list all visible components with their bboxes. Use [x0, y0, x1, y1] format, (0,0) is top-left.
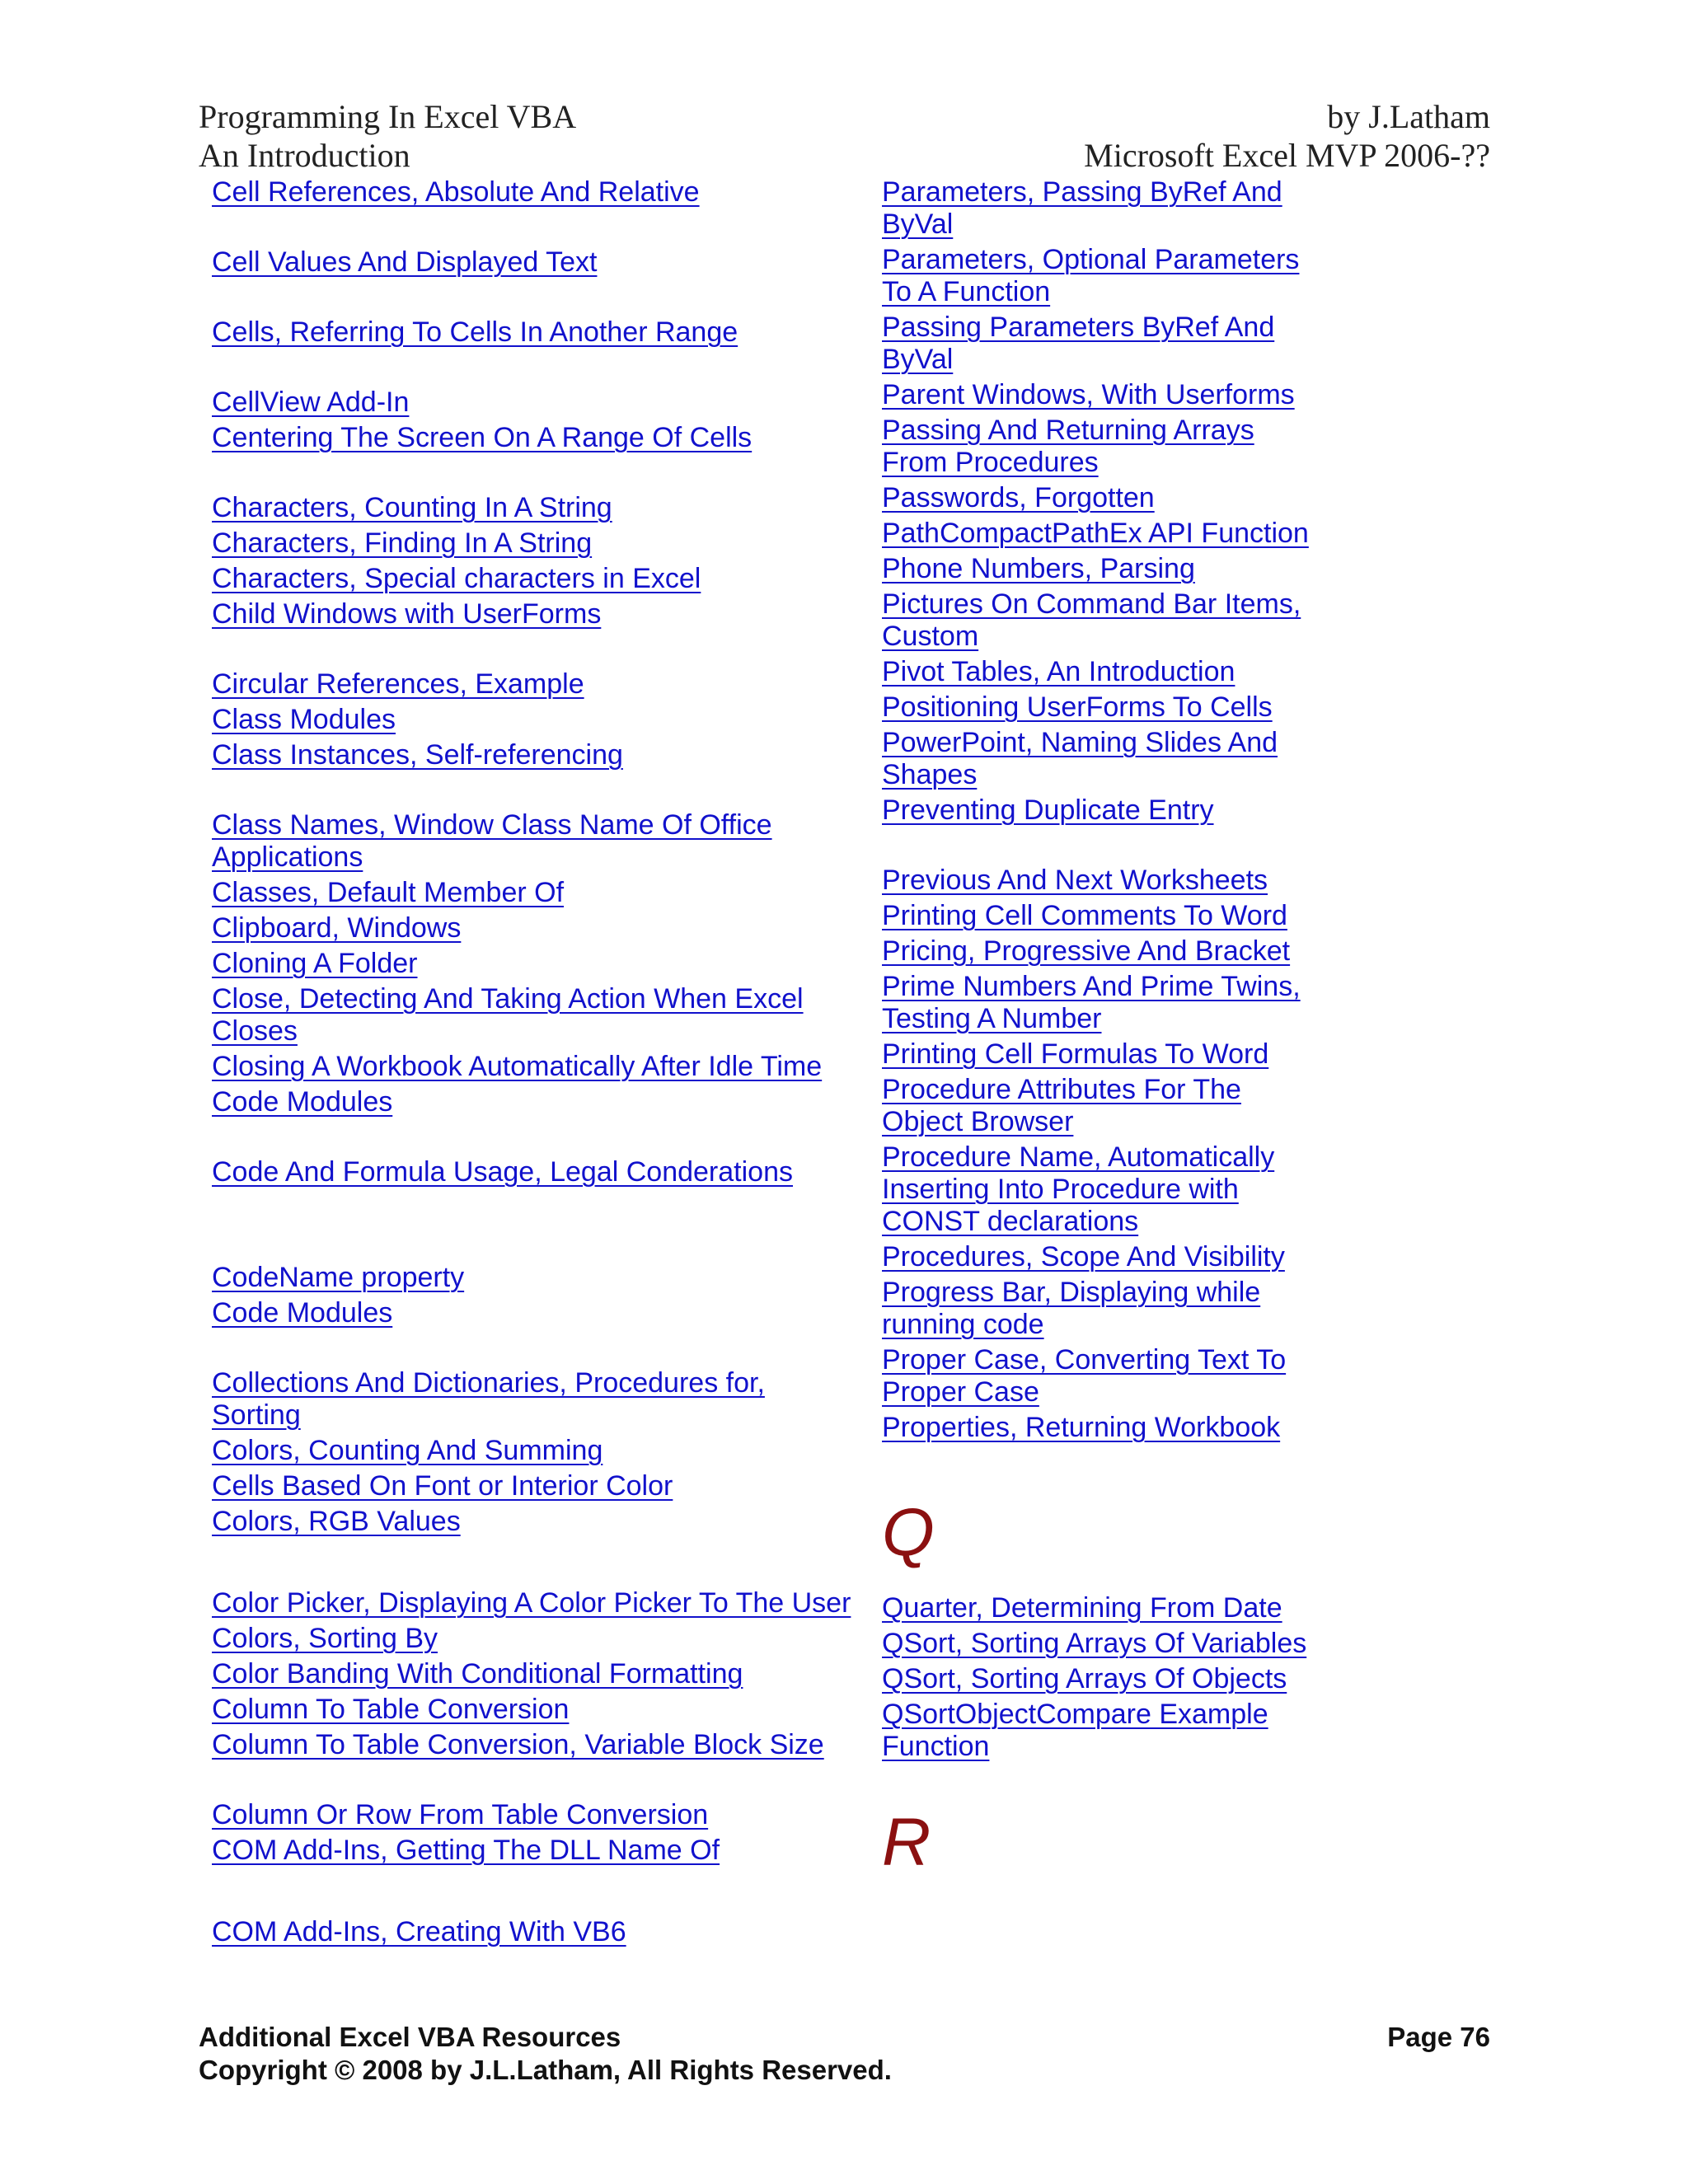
index-link[interactable]: Code Modules — [212, 1297, 393, 1329]
index-link[interactable]: Column Or Row From Table Conversion — [212, 1799, 709, 1830]
index-link[interactable]: Class Names, Window Class Name Of Office Applications — [212, 809, 772, 873]
document-title: Programming In Excel VBA — [199, 98, 577, 135]
index-link[interactable]: Characters, Finding In A String — [212, 527, 593, 559]
author-title: Microsoft Excel MVP 2006-?? — [1084, 137, 1490, 174]
index-link[interactable]: PowerPoint, Naming Slides And Shapes — [882, 727, 1278, 790]
author-name: by J.Latham — [1327, 98, 1490, 135]
index-link[interactable]: Parameters, Optional Parameters To A Function — [882, 244, 1300, 307]
index-column-right — [882, 176, 1327, 1879]
index-link[interactable]: Previous And Next Worksheets — [882, 865, 1268, 896]
index-link[interactable]: Cell Values And Displayed Text — [212, 246, 598, 278]
index-link[interactable]: Procedure Name, Automatically Inserting Into Procedure with CONST declarations — [882, 1141, 1275, 1237]
index-link[interactable]: QSort, Sorting Arrays Of Variables — [882, 1628, 1307, 1659]
index-link[interactable]: Classes, Default Member Of — [212, 877, 565, 908]
index-link[interactable]: Column To Table Conversion — [212, 1694, 570, 1725]
index-link[interactable]: Pivot Tables, An Introduction — [882, 656, 1236, 687]
index-link[interactable]: Procedures, Scope And Visibility — [882, 1241, 1285, 1272]
index-link[interactable]: Class Modules — [212, 704, 396, 735]
index-link[interactable]: Preventing Duplicate Entry — [882, 794, 1214, 826]
index-link[interactable]: Progress Bar, Displaying while running code — [882, 1277, 1261, 1340]
page-header — [199, 97, 1490, 175]
index-link[interactable]: Collections And Dictionaries, Procedures for, Sorting — [212, 1367, 765, 1431]
index-link[interactable]: Characters, Special characters in Excel — [212, 563, 701, 594]
index-link[interactable]: Cloning A Folder — [212, 948, 418, 979]
index-link[interactable]: Parent Windows, With Userforms — [882, 379, 1295, 410]
index-link[interactable]: Phone Numbers, Parsing — [882, 553, 1195, 584]
index-link[interactable]: COM Add-Ins, Getting The DLL Name Of — [212, 1835, 720, 1866]
footer-resources: Additional Excel VBA Resources — [199, 2022, 621, 2052]
index-link[interactable]: Clipboard, Windows — [212, 912, 462, 944]
index-link[interactable]: Printing Cell Comments To Word — [882, 900, 1287, 931]
index-link[interactable]: CodeName property — [212, 1262, 465, 1293]
index-link[interactable]: Column To Table Conversion, Variable Block Size — [212, 1729, 824, 1760]
index-column-left — [212, 176, 863, 1948]
section-letter-r: R — [882, 1805, 931, 1880]
index-link[interactable]: Color Picker, Displaying A Color Picker To The User — [212, 1587, 851, 1619]
index-link[interactable]: Prime Numbers And Prime Twins, Testing A Number — [882, 971, 1301, 1034]
index-link[interactable]: Child Windows with UserForms — [212, 598, 602, 630]
section-letter-q: Q — [882, 1495, 935, 1570]
index-link[interactable]: Properties, Returning Workbook — [882, 1412, 1281, 1443]
index-link[interactable]: QSortObjectCompare Example Function — [882, 1699, 1268, 1762]
index-link[interactable]: Passwords, Forgotten — [882, 482, 1155, 513]
index-link[interactable]: Parameters, Passing ByRef And ByVal — [882, 176, 1282, 240]
index-link[interactable]: Close, Detecting And Taking Action When Excel Closes — [212, 983, 804, 1047]
index-link[interactable]: Characters, Counting In A String — [212, 492, 612, 523]
index-link[interactable]: CellView Add-In — [212, 387, 410, 418]
index-link[interactable]: QSort, Sorting Arrays Of Objects — [882, 1663, 1287, 1694]
index-link[interactable]: Colors, RGB Values — [212, 1506, 461, 1537]
index-link[interactable]: Proper Case, Converting Text To Proper Case — [882, 1344, 1287, 1408]
index-link[interactable]: Passing Parameters ByRef And ByVal — [882, 312, 1275, 375]
index-link[interactable]: Colors, Sorting By — [212, 1623, 438, 1654]
index-link[interactable]: Cell References, Absolute And Relative — [212, 176, 700, 208]
index-link[interactable]: Cells, Referring To Cells In Another Range — [212, 316, 738, 348]
document-subtitle: An Introduction — [199, 137, 410, 174]
index-link[interactable]: Code Modules — [212, 1086, 393, 1118]
index-link[interactable]: Circular References, Example — [212, 668, 584, 700]
index-link[interactable]: Cells Based On Font or Interior Color — [212, 1470, 673, 1502]
index-link[interactable]: Centering The Screen On A Range Of Cells — [212, 422, 753, 453]
index-link[interactable]: Passing And Returning Arrays From Procedures — [882, 415, 1254, 478]
index-link[interactable]: Class Instances, Self-referencing — [212, 739, 623, 771]
page-number: Page 76 — [1387, 2022, 1490, 2052]
index-link[interactable]: Colors, Counting And Summing — [212, 1435, 603, 1466]
index-link[interactable]: Pricing, Progressive And Bracket — [882, 935, 1291, 967]
footer-copyright: Copyright © 2008 by J.L.Latham, All Rights Reserved. — [199, 2055, 892, 2085]
index-link[interactable]: Procedure Attributes For The Object Browser — [882, 1074, 1241, 1137]
index-link[interactable]: Color Banding With Conditional Formatting — [212, 1658, 743, 1690]
index-link[interactable]: Pictures On Command Bar Items, Custom — [882, 588, 1301, 652]
index-link[interactable]: Closing A Workbook Automatically After Idle Time — [212, 1051, 823, 1082]
index-link[interactable]: Code And Formula Usage, Legal Conderations — [212, 1156, 793, 1188]
index-link[interactable]: COM Add-Ins, Creating With VB6 — [212, 1916, 626, 1947]
index-link[interactable]: Quarter, Determining From Date — [882, 1592, 1282, 1624]
index-link[interactable]: Positioning UserForms To Cells — [882, 691, 1273, 723]
index-link[interactable]: Printing Cell Formulas To Word — [882, 1038, 1269, 1070]
page-footer — [199, 2021, 1490, 2087]
index-link[interactable]: PathCompactPathEx API Function — [882, 518, 1309, 549]
